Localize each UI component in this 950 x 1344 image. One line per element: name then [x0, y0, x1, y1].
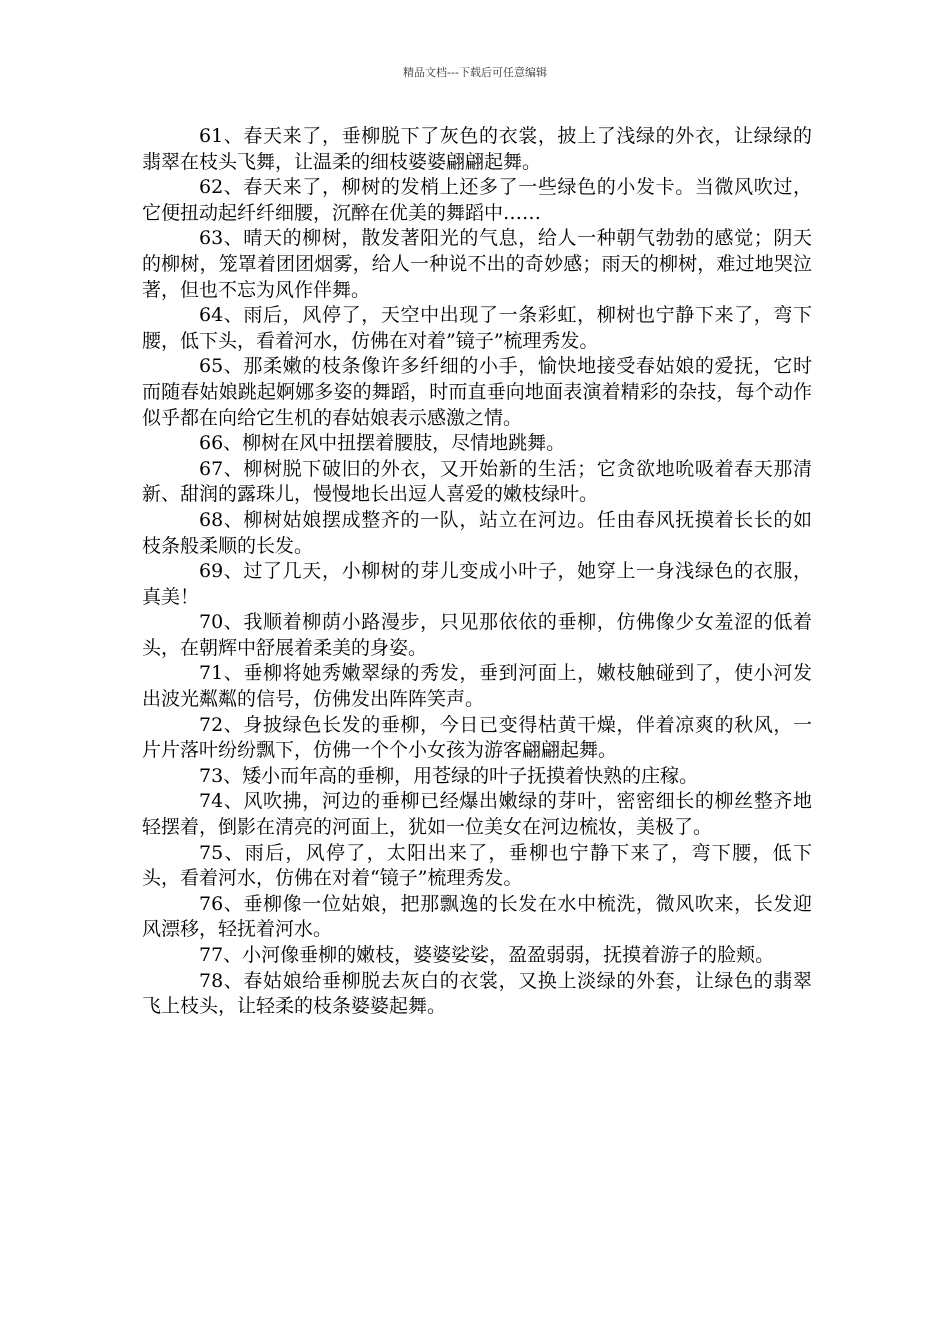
- page-header: 精品文档---下载后可任意编辑: [403, 66, 547, 79]
- document-body: [142, 124, 812, 1020]
- paragraph-61: 61、春天来了，垂柳脱下了灰色的衣裳，披上了浅绿的外衣，让绿绿的翡翠在枝头飞舞，让温柔的细枝婆婆翩翩起舞。: [142, 125, 812, 173]
- paragraph-67: 67、柳树脱下破旧的外衣，又开始新的生活；它贪欲地吮吸着春天那清新、甜润的露珠儿，慢慢地长出逗人喜爱的嫩枝绿叶。: [142, 457, 812, 506]
- paragraph-63: 63、晴天的柳树，散发著阳光的气息，给人一种朝气勃勃的感觉；阴天的柳树，笼罩着团团烟雾，给人一种说不出的奇妙感；雨天的柳树，难过地哭泣著，但也不忘为风作伴舞。: [142, 227, 812, 301]
- paragraph-62: 62、春天来了，柳树的发梢上还多了一些绿色的小发卡。当微风吹过，它便扭动起纤纤细腰，沉醉在优美的舞蹈中……: [142, 176, 812, 224]
- paragraph-73: 73、矮小而年高的垂柳，用苍绿的叶子抚摸着快熟的庄稼。: [199, 764, 699, 787]
- paragraph-65: 65、那柔嫩的枝条像许多纤细的小手，愉快地接受春姑娘的爱抚，它时而随春姑娘跳起婀娜多姿的舞蹈，时而直垂向地面表演着精彩的杂技，每个动作似乎都在向给它生机的春姑娘表示感激之情。: [142, 355, 812, 429]
- paragraph-75: 75、雨后，风停了，太阳出来了，垂柳也宁静下来了，弯下腰，低下头，看着河水，仿佛在对着“镜子”梳理秀发。: [142, 841, 812, 890]
- paragraph-74: 74、风吹拂，河边的垂柳已经爆出嫩绿的芽叶，密密细长的柳丝整齐地轻摆着，倒影在清亮的河面上，犹如一位美女在河边梳妆，美极了。: [142, 790, 812, 839]
- paragraph-78: 78、春姑娘给垂柳脱去灰白的衣裳，又换上淡绿的外套，让绿色的翡翠飞上枝头，让轻柔的枝条婆婆起舞。: [142, 969, 812, 1018]
- paragraph-71: 71、垂柳将她秀嫩翠绿的秀发，垂到河面上，嫩枝触碰到了，使小河发出波光粼粼的信号，仿佛发出阵阵笑声。: [142, 662, 812, 711]
- paragraph-64: 64、雨后，风停了，天空中出现了一条彩虹，柳树也宁静下来了，弯下腰，低下头，看着河水，仿佛在对着”镜子”梳理秀发。: [142, 304, 812, 352]
- paragraph-69: 69、过了几天，小柳树的芽儿变成小叶子，她穿上一身浅绿色的衣服，真美！: [142, 560, 812, 608]
- paragraph-72: 72、身披绿色长发的垂柳，今日已变得枯黄干燥，伴着凉爽的秋风，一片片落叶纷纷飘下，仿佛一个个小女孩为游客翩翩起舞。: [142, 713, 812, 762]
- paragraph-70: 70、我顺着柳荫小路漫步，只见那依依的垂柳，仿佛像少女羞涩的低着头，在朝辉中舒展着柔美的身姿。: [142, 611, 812, 659]
- paragraph-76: 76、垂柳像一位姑娘，把那飘逸的长发在水中梳洗，微风吹来，长发迎风漂移，轻抚着河水。: [142, 892, 812, 941]
- paragraph-66: 66、柳树在风中扭摆着腰肢，尽情地跳舞。: [199, 432, 566, 455]
- paragraph-68: 68、柳树姑娘摆成整齐的一队，站立在河边。任由春风抚摸着长长的如枝条般柔顺的长发。: [142, 508, 812, 557]
- paragraph-77: 77、小河像垂柳的嫩枝，婆婆娑娑，盈盈弱弱，抚摸着游子的脸颊。: [199, 944, 775, 966]
